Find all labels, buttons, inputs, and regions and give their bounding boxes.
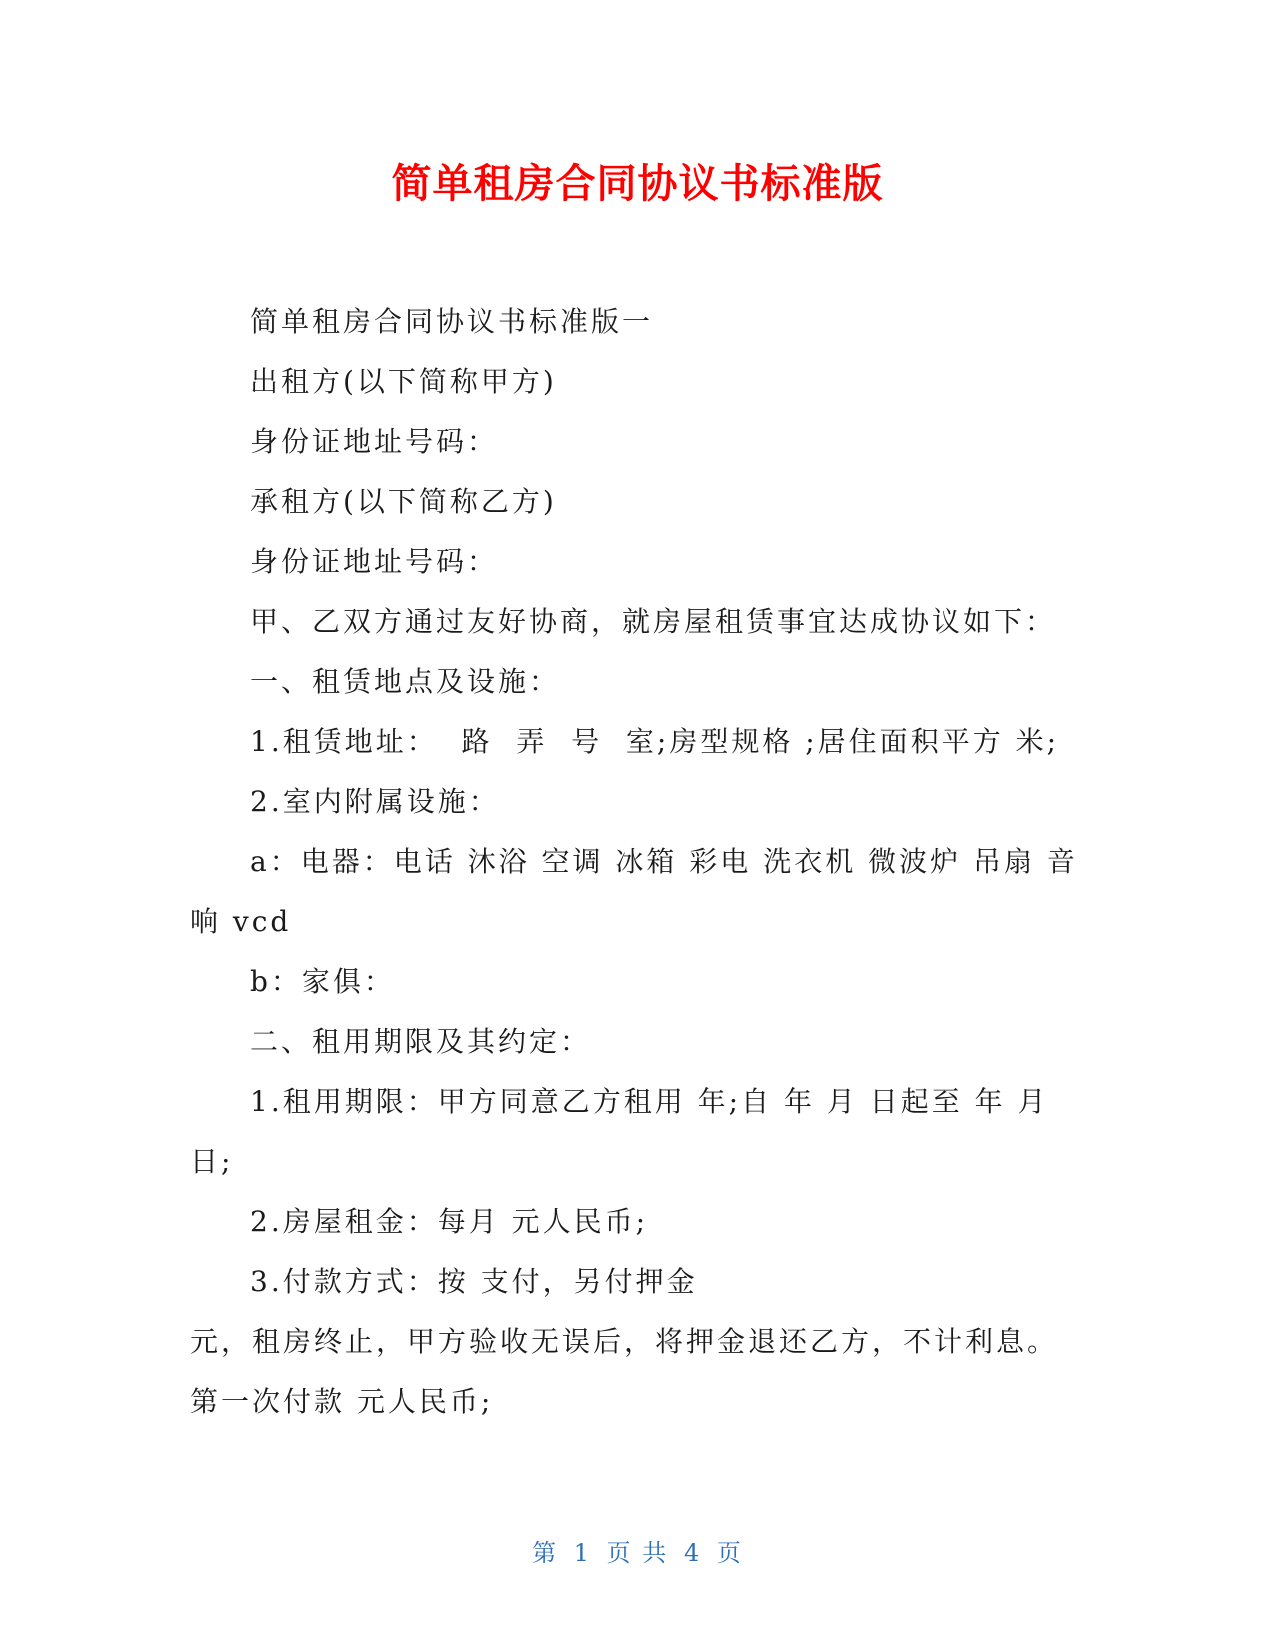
section-heading-location: 一、租赁地点及设施： bbox=[250, 665, 561, 698]
paragraph-heading-version: 简单租房合同协议书标准版一 bbox=[250, 305, 654, 338]
document-title: 简单租房合同协议书标准版 bbox=[391, 161, 884, 207]
paragraph-rent: 2.房屋租金：每月 元人民币; bbox=[250, 1205, 649, 1238]
paragraph-lessor: 出租方(以下简称甲方) bbox=[250, 365, 557, 398]
paragraph-agreement-intro: 甲、乙双方通过友好协商，就房屋租赁事宜达成协议如下： bbox=[250, 605, 1057, 638]
paragraph-lease-term: 1.租用期限：甲方同意乙方租用 年;自 年 月 日起至 年 月 日; bbox=[190, 1085, 1061, 1178]
paragraph-rental-address: 1.租赁地址： 路 弄 号 室;房型规格 ;居住面积平方 米; bbox=[250, 725, 1060, 758]
footer-total-pages: 4 bbox=[683, 1539, 702, 1567]
paragraph-facilities: 2.室内附属设施： bbox=[250, 785, 500, 818]
section-heading-term: 二、租用期限及其约定： bbox=[250, 1025, 592, 1058]
paragraph-payment-method: 3.付款方式：按 支付，另付押金 bbox=[250, 1265, 698, 1298]
paragraph-lessor-id: 身份证地址号码： bbox=[250, 425, 499, 458]
page-number-footer bbox=[0, 1538, 1275, 1568]
footer-prefix: 第 bbox=[532, 1539, 559, 1567]
footer-suffix: 页 bbox=[716, 1539, 743, 1567]
paragraph-furniture: b：家俱： bbox=[250, 965, 395, 998]
paragraph-lessee: 承租方(以下简称乙方) bbox=[250, 485, 557, 518]
document-body bbox=[190, 292, 1080, 1432]
paragraph-deposit-terms: 元，租房终止，甲方验收无误后，将押金退还乙方，不计利息。 bbox=[190, 1325, 1059, 1358]
paragraph-first-payment: 第一次付款 元人民币; bbox=[190, 1385, 494, 1418]
paragraph-lessee-id: 身份证地址号码： bbox=[250, 545, 499, 578]
footer-current-page: 1 bbox=[573, 1539, 592, 1567]
paragraph-appliances: a：电器：电话 沐浴 空调 冰箱 彩电 洗衣机 微波炉 吊扇 音响 vcd bbox=[190, 845, 1078, 938]
footer-middle: 页 共 bbox=[606, 1539, 669, 1567]
